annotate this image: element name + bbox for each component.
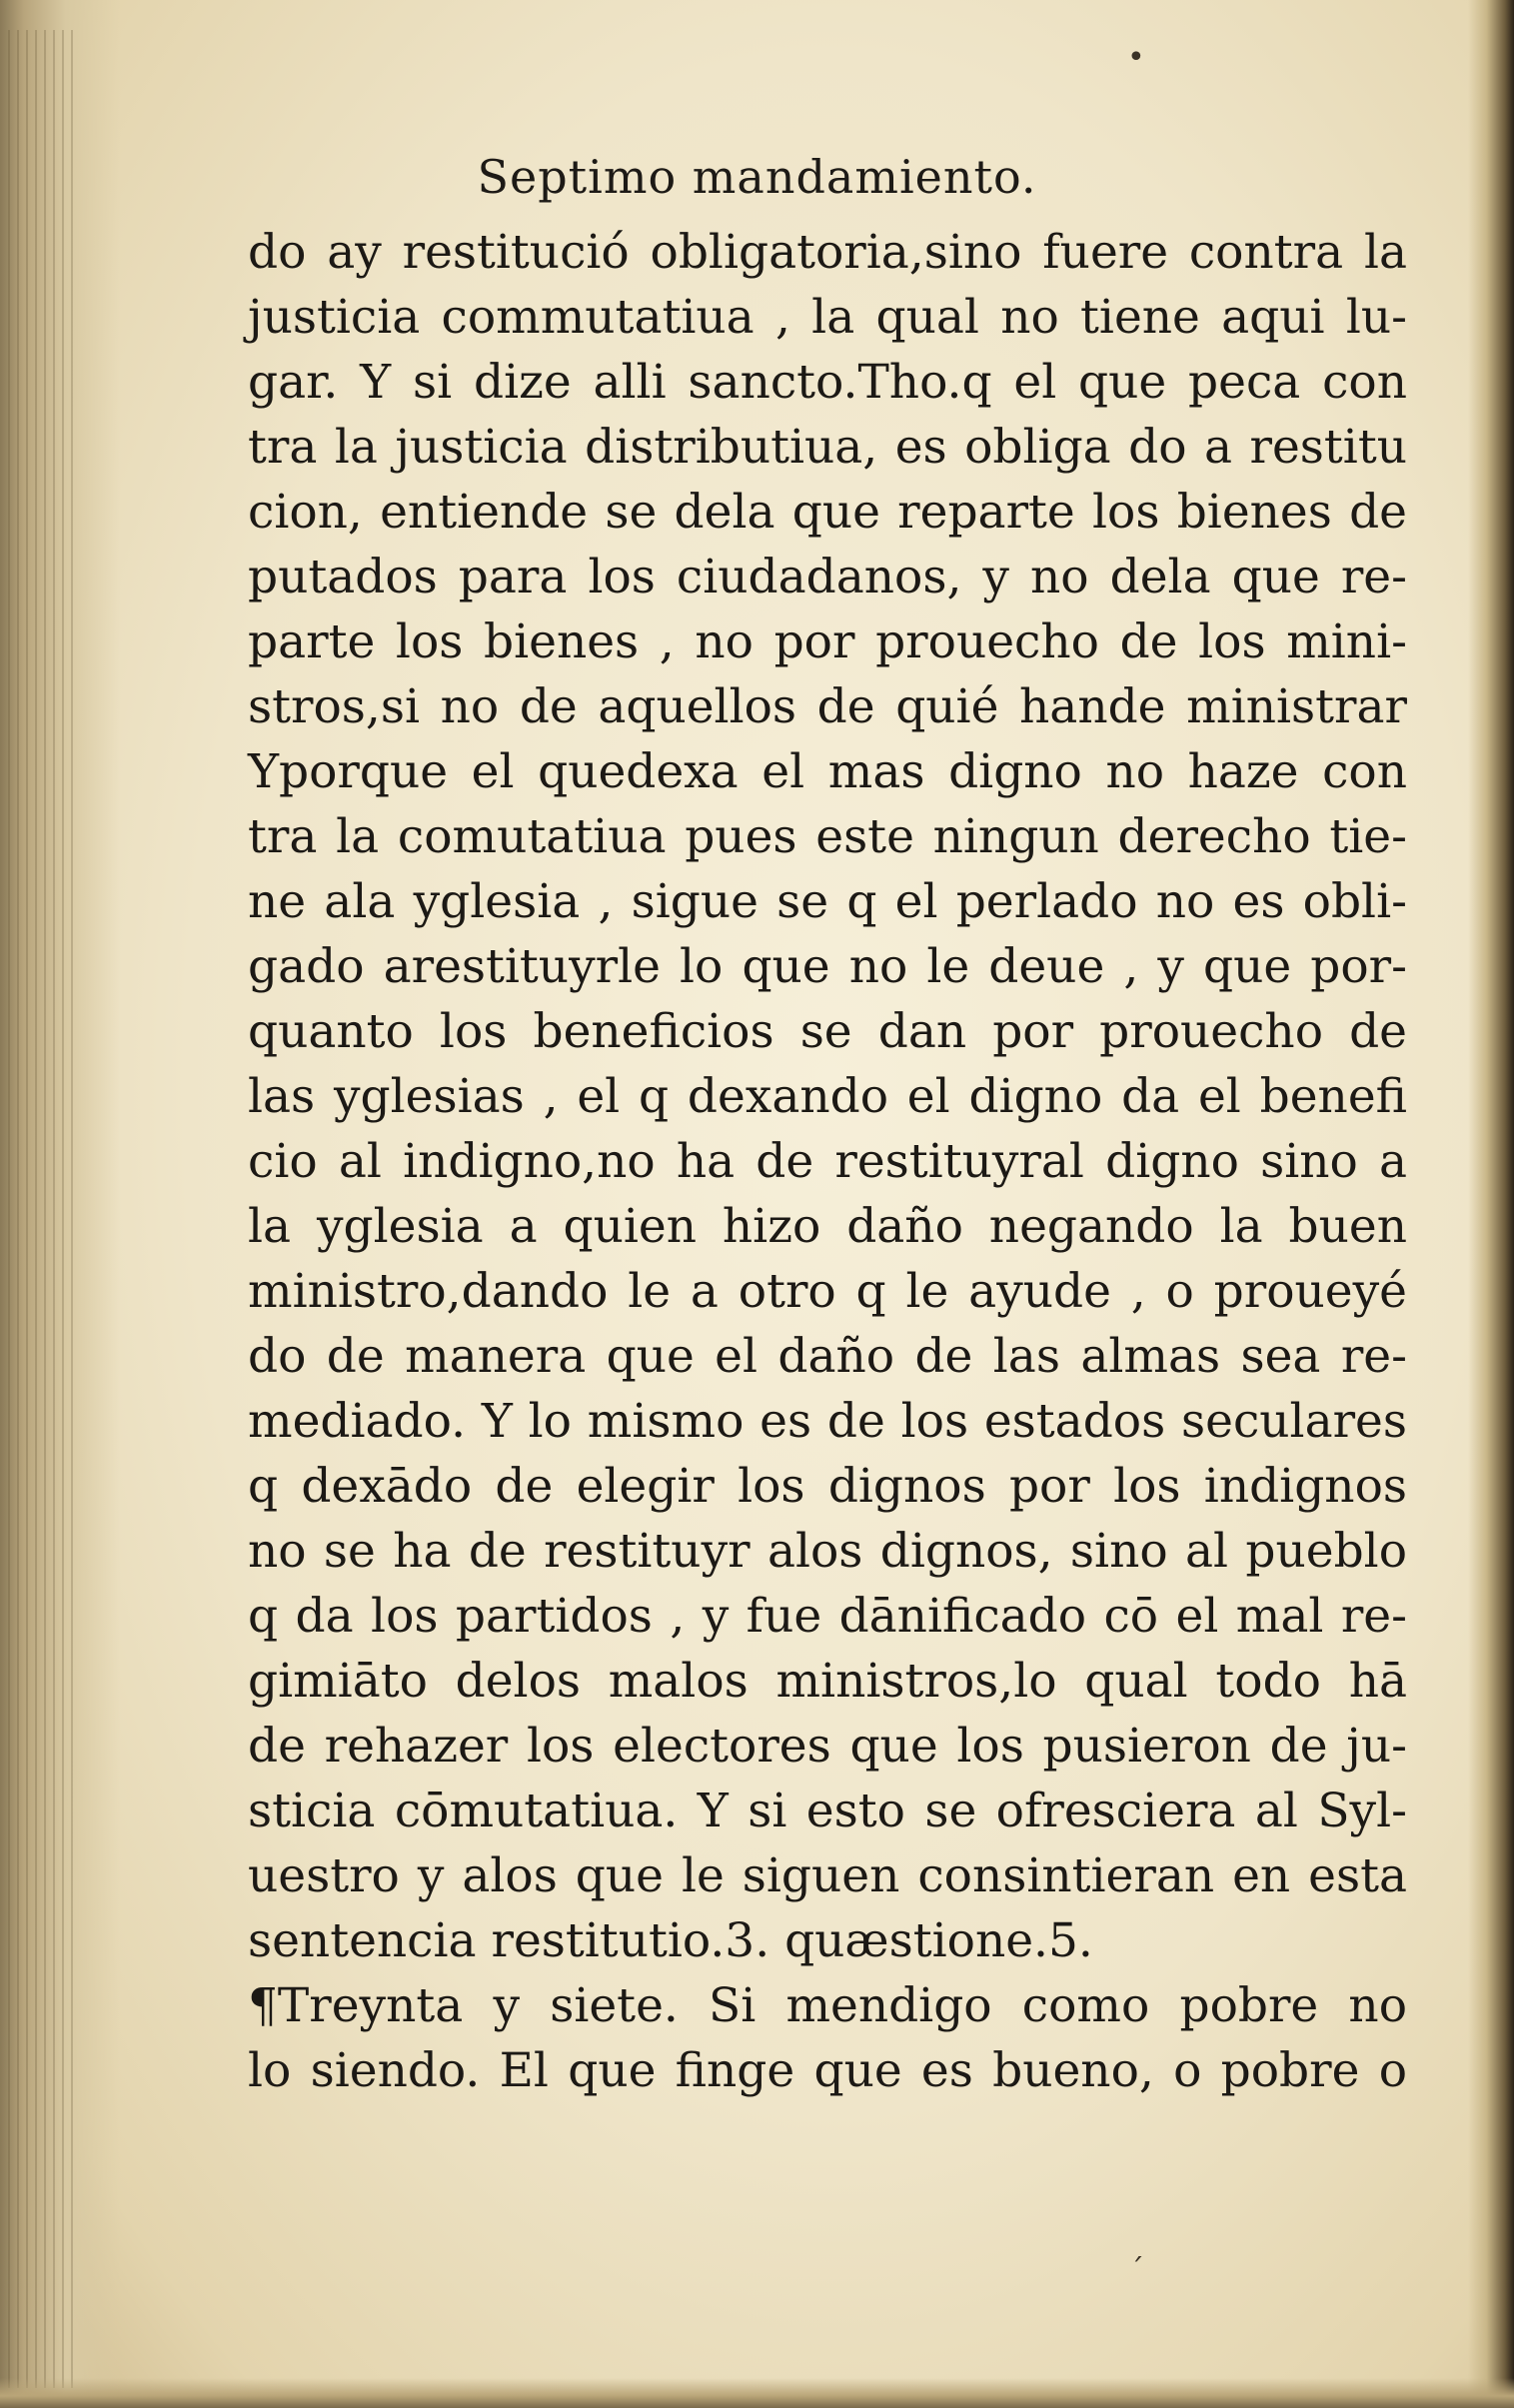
ink-speck: • <box>1127 40 1145 75</box>
text-line: do ay restitució obligatoria,sino fuere contra la <box>248 225 1407 280</box>
text-line: tra la justicia distributiua, es obliga do a restitu <box>248 420 1407 475</box>
text-line: mediado. Y lo mismo es de los estados seculares <box>248 1394 1407 1449</box>
text-line: tra la comutatiua pues este ningun derecho tie- <box>248 809 1407 864</box>
text-line: ministro,dando le a otro q le ayude , o proueyé <box>248 1264 1407 1319</box>
text-line: justicia commutatiua , la qual no tiene aqui lu- <box>248 290 1407 345</box>
text-line: quanto los beneficios se dan por prouecho de <box>248 1004 1407 1059</box>
text-line: parte los bienes , no por prouecho de los mini- <box>248 614 1407 669</box>
text-line: sticia cōmutatiua. Y si esto se ofresciera al Syl- <box>248 1784 1407 1838</box>
text-line: cio al indigno,no ha de restituyral digno sino a <box>248 1134 1407 1189</box>
text-line: no se ha de restituyr alos dignos, sino al pueblo <box>248 1524 1407 1579</box>
binding-stitching <box>8 30 78 2388</box>
running-header: Septimo mandamiento. <box>477 150 1037 204</box>
text-line: uestro y alos que le siguen consintieran en esta <box>248 1848 1407 1903</box>
text-line: ¶Treynta y siete. Si mendigo como pobre no <box>248 1978 1407 2033</box>
text-line: ne ala yglesia , sigue se q el perlado no es obli- <box>248 874 1407 929</box>
text-line: gar. Y si dize alli sancto.Tho.q el que peca con <box>248 355 1407 410</box>
body-text <box>248 220 1407 2103</box>
text-line: putados para los ciudadanos, y no dela que re- <box>248 550 1407 604</box>
text-line: q dexādo de elegir los dignos por los indignos <box>248 1459 1407 1514</box>
text-line: q da los partidos , y fue dānificado cō el mal re- <box>248 1589 1407 1644</box>
text-line: stros,si no de aquellos de quié hande ministrar <box>248 679 1407 734</box>
text-line: de rehazer los electores que los pusieron de ju- <box>248 1719 1407 1774</box>
text-line: sentencia restitutio.3. quæstione.5. <box>248 1913 1093 1968</box>
text-line: lo siendo. El que finge que es bueno, o pobre o <box>248 2043 1407 2098</box>
text-line: do de manera que el daño de las almas sea re- <box>248 1329 1407 1384</box>
text-line: la yglesia a quien hizo daño negando la buen <box>248 1199 1407 1254</box>
text-line: cion, entiende se dela que reparte los bienes de <box>248 485 1407 540</box>
page-edge-right <box>1468 0 1514 2408</box>
page-edge-bottom <box>0 2378 1514 2408</box>
text-line: las yglesias , el q dexando el digno da el benefi <box>248 1069 1407 1124</box>
ink-speck: ˊ <box>1129 2253 1144 2288</box>
text-line: Yporque el quedexa el mas digno no haze con <box>248 744 1407 799</box>
text-line: gimiāto delos malos ministros,lo qual todo hā <box>248 1654 1407 1709</box>
text-line: gado arestituyrle lo que no le deue , y que por- <box>248 939 1407 994</box>
